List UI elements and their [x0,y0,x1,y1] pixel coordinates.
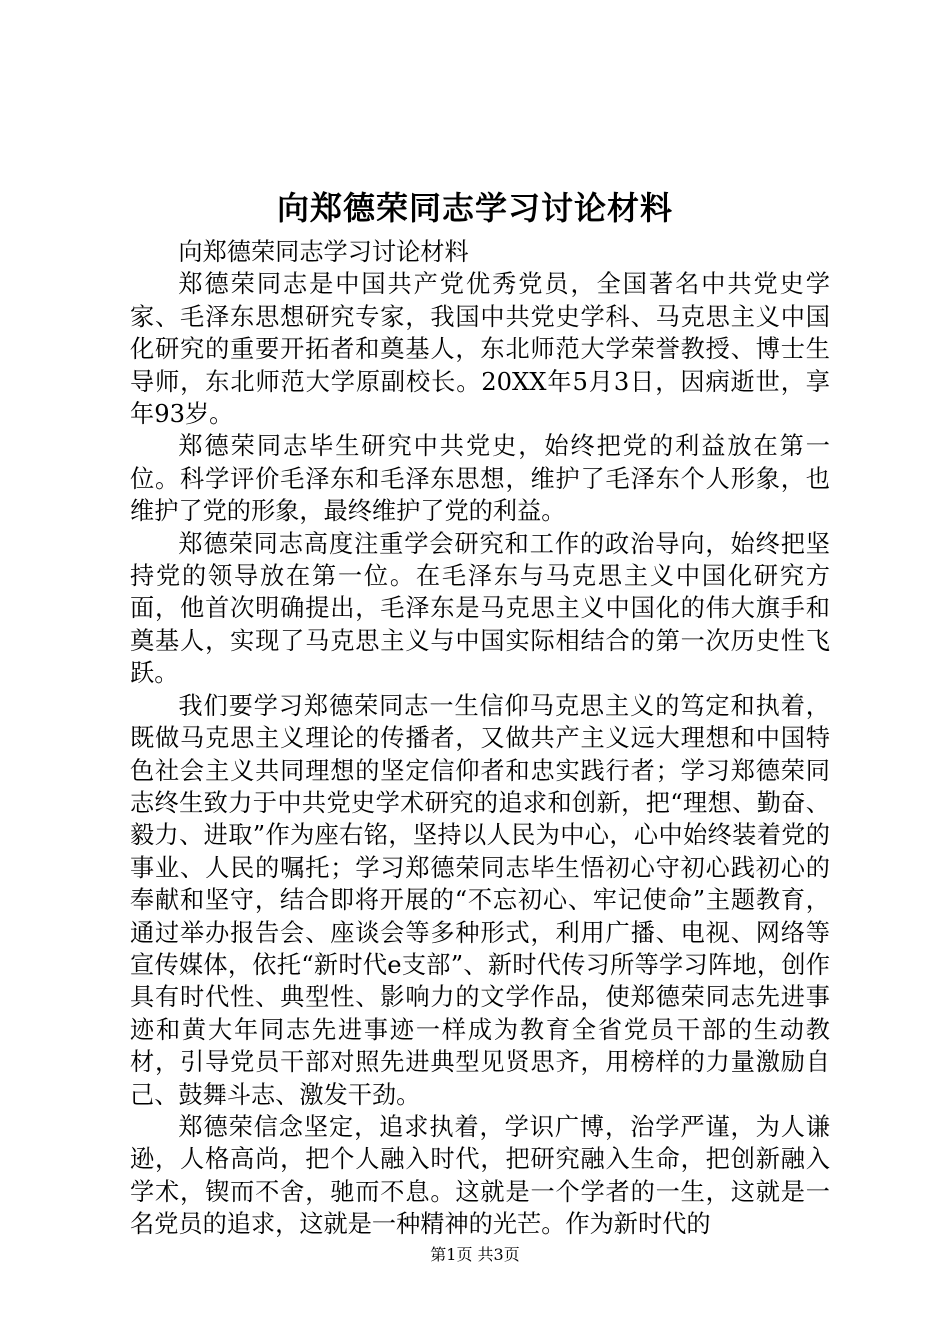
document-body [130,236,830,1241]
document-title: 向郑德荣同志学习讨论材料 [276,189,673,227]
paragraph: 郑德荣同志是中国共产党优秀党员，全国著名中共党史学家、毛泽东思想研究专家，我国中共党史学科、马克思主义中国化研究的重要开拓者和奠基人，东北师范大学荣誉教授、博士生导师，东北师范大学原副校长。20XX年5月3日，因病逝世，享年93岁。 [130,270,830,429]
paragraph: 我们要学习郑德荣同志一生信仰马克思主义的笃定和执着，既做马克思主义理论的传播者，又做共产主义远大理想和中国特色社会主义共同理想的坚定信仰者和忠实践行者；学习郑德荣同志终生致力于中共党史学术研究的追求和创新，把“理想、勤奋、毅力、进取”作为座右铭，坚持以人民为中心，心中始终装着党的事业、人民的嘱托；学习郑德荣同志毕生悟初心守初心践初心的奉献和坚守，结合即将开展的“不忘初心、牢记使命”主题教育，通过举办报告会、座谈会等多种形式，利用广播、电视、网络等宣传媒体，依托“新时代e支部”、新时代传习所等学习阵地，创作具有时代性、典型性、影响力的文学作品，使郑德荣同志先进事迹和黄大年同志先进事迹一样成为教育全省党员干部的生动教材，引导党员干部对照先进典型见贤思齐，用榜样的力量激励自己、鼓舞斗志、激发干劲。 [130,691,830,1109]
paragraph: 郑德荣信念坚定，追求执着，学识广博，治学严谨，为人谦逊，人格高尚，把个人融入时代，把研究融入生命，把创新融入学术，锲而不舍，驰而不息。这就是一个学者的一生，这就是一名党员的追求，这就是一种精神的光芒。作为新时代的 [130,1112,830,1239]
paragraph: 向郑德荣同志学习讨论材料 [178,238,469,266]
paragraph: 郑德荣同志毕生研究中共党史，始终把党的利益放在第一位。科学评价毛泽东和毛泽东思想，维护了毛泽东个人形象，也维护了党的形象，最终维护了党的利益。 [130,432,830,526]
paragraph: 郑德荣同志高度注重学会研究和工作的政治导向，始终把坚持党的领导放在第一位。在毛泽东与马克思主义中国化研究方面，他首次明确提出，毛泽东是马克思主义中国化的伟大旗手和奠基人，实现了马克思主义与中国实际相结合的第一次历史性飞跃。 [130,529,830,688]
page-footer: 第1页 共3页 [430,1245,520,1264]
